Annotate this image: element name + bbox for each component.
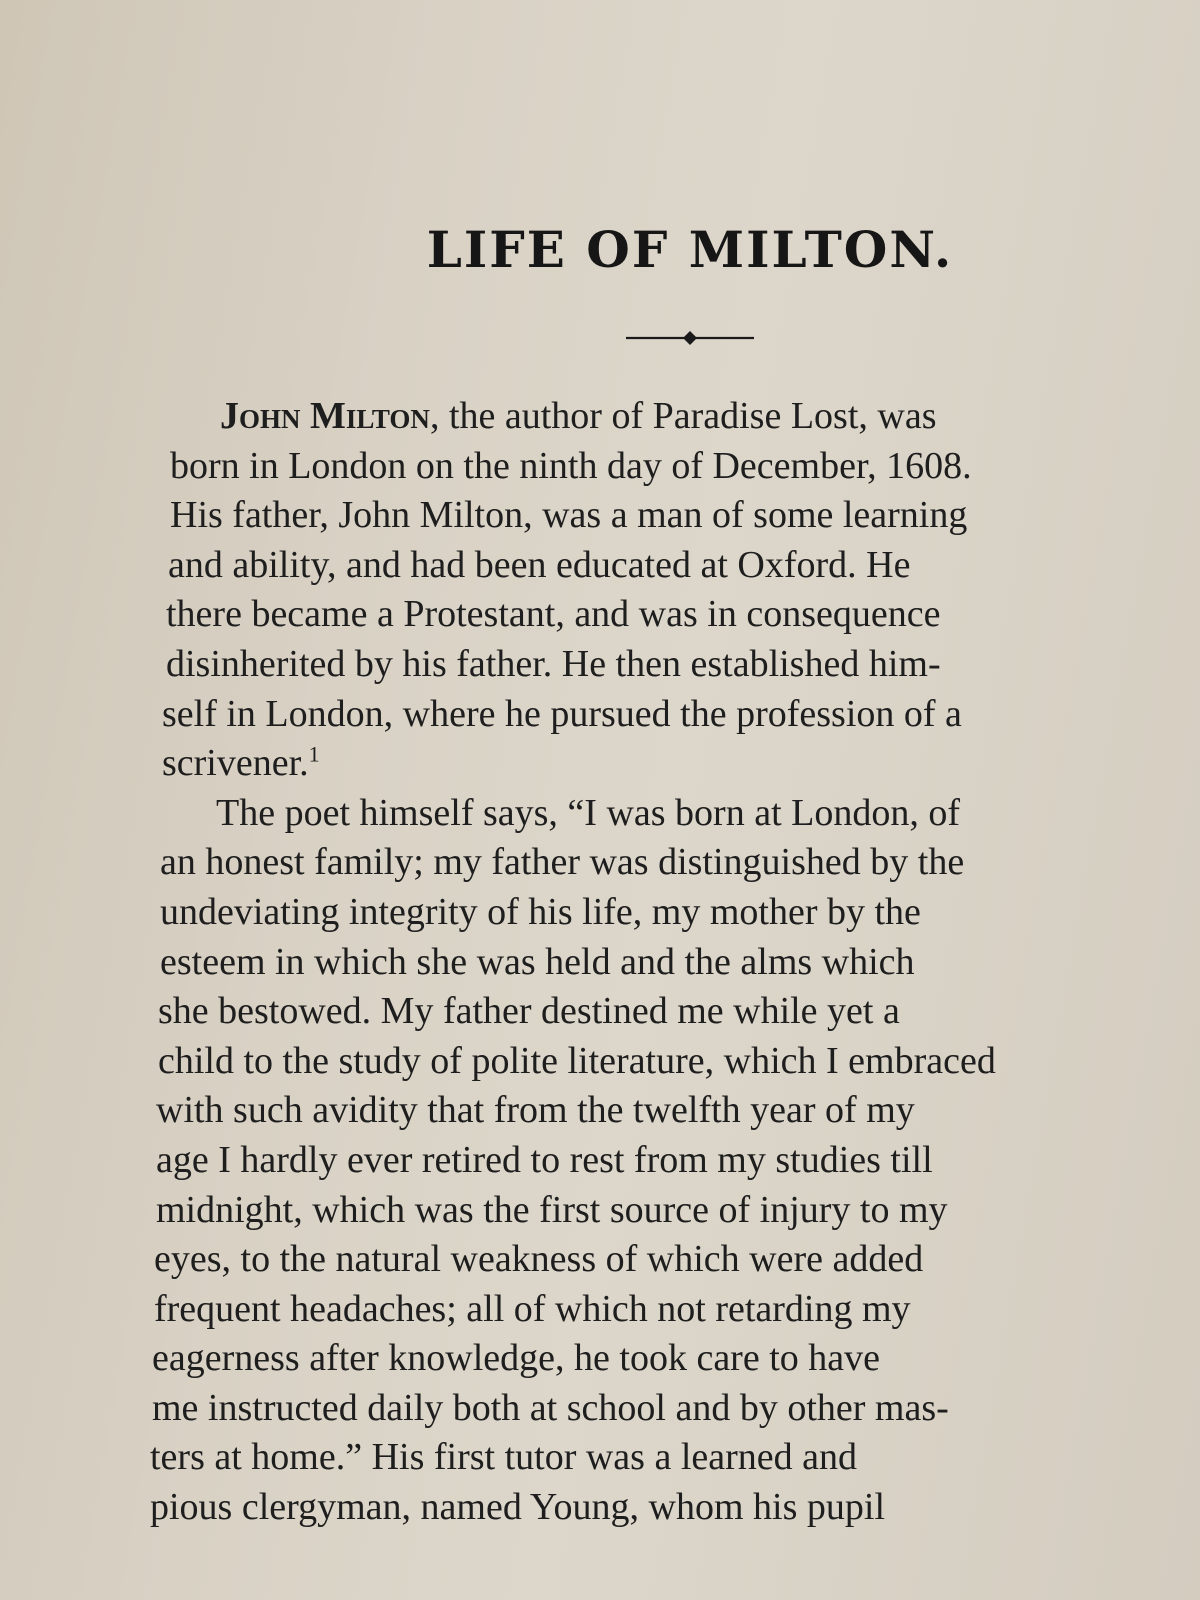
- text-line: she bestowed. My father destined me while yet a: [158, 990, 900, 1033]
- text-line: me instructed daily both at school and by other mas-: [152, 1386, 949, 1429]
- text-line: eagerness after knowledge, he took care to have: [152, 1337, 880, 1380]
- text-line: self in London, where he pursued the profession of a: [162, 692, 962, 735]
- page-title: LIFE OF MILTON.: [426, 220, 954, 279]
- footnote-marker: 1: [308, 741, 320, 767]
- text-line: disinherited by his father. He then established him-: [166, 642, 941, 685]
- paragraph-1: [150, 392, 1200, 789]
- text-line: pious clergyman, named Young, whom his pupil: [150, 1486, 886, 1529]
- text-line: child to the study of polite literature, which I embraced: [158, 1039, 996, 1082]
- text-line: scrivener.$^1$: [162, 741, 320, 785]
- text-line: there became a Protestant, and was in consequence: [166, 593, 941, 636]
- text-line: eyes, to the natural weakness of which were added: [154, 1238, 924, 1281]
- text-line: undeviating integrity of his life, my mother by the: [160, 890, 921, 933]
- text-line: born in London on the ninth day of December, 1608.: [170, 444, 972, 487]
- text-line: esteem in which she was held and the alms which: [160, 940, 915, 983]
- text-line: and ability, and had been educated at Oxford. He: [168, 543, 911, 586]
- text-line: an honest family; my father was distinguished by the: [160, 841, 965, 884]
- paragraph-2: [150, 789, 1200, 1533]
- lead-name: John Milton: [220, 395, 430, 437]
- body-text: [150, 392, 1200, 1533]
- title-ornament: [626, 328, 754, 348]
- text-line: His father, John Milton, was a man of some learning: [170, 494, 968, 537]
- text-line: John Milton, the author of Paradise Lost, was: [220, 395, 937, 437]
- text-line: The poet himself says, “I was born at London, of: [216, 791, 960, 834]
- text-line: midnight, which was the first source of injury to my: [156, 1188, 948, 1231]
- text-line: with such avidity that from the twelfth year of my: [156, 1089, 915, 1132]
- text-line: age I hardly ever retired to rest from my studies till: [156, 1138, 933, 1181]
- text-line: ters at home.” His first tutor was a learned and: [150, 1436, 857, 1479]
- text-line: frequent headaches; all of which not retarding my: [154, 1287, 911, 1330]
